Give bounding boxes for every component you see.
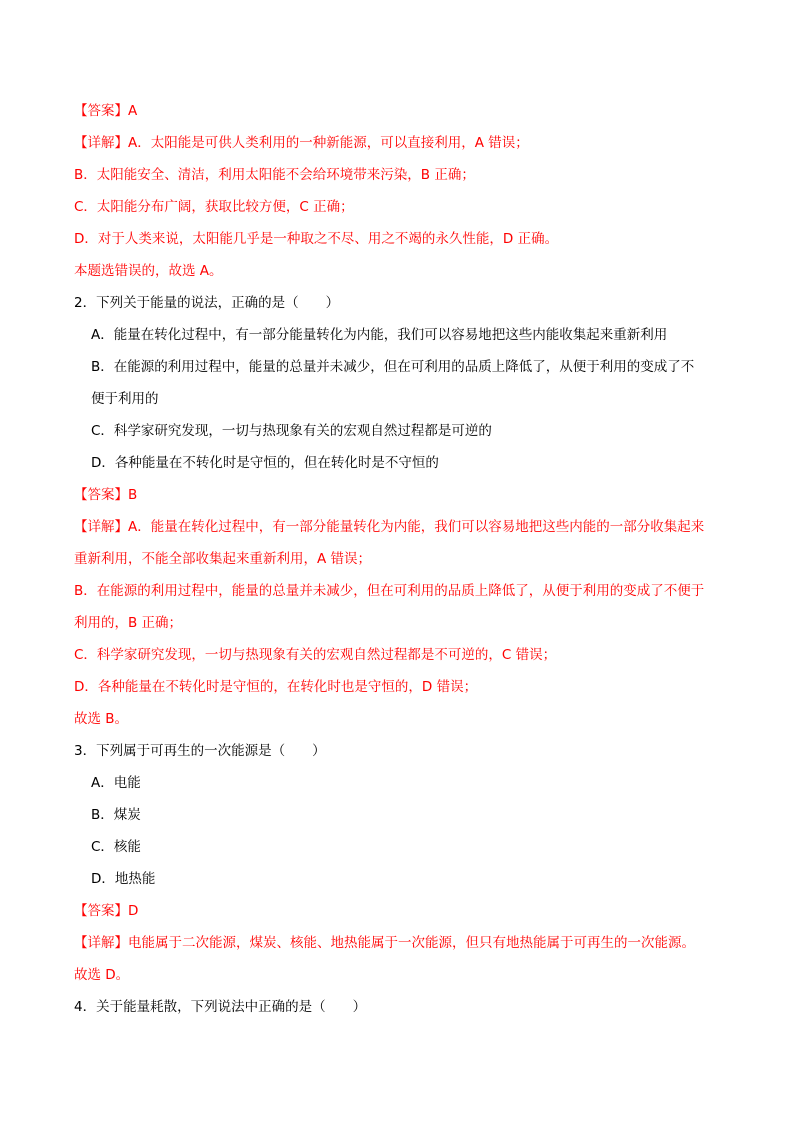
question-2: 2．下列关于能量的说法，正确的是（ ）: [74, 295, 340, 311]
conclusion-q1: 本题选错误的，故选 A。: [74, 263, 223, 279]
question-3: 3．下列属于可再生的一次能源是（ ）: [74, 743, 326, 759]
explanation-q1-b: B．太阳能安全、清洁，利用太阳能不会给环境带来污染，B 正确；: [74, 167, 475, 183]
q3-option-a: A．电能: [91, 775, 141, 791]
answer-q2: 【答案】B: [74, 487, 138, 503]
q2-option-d: D．各种能量在不转化时是守恒的，但在转化时是不守恒的: [91, 455, 439, 471]
q2-option-b: B．在能源的利用过程中，能量的总量并未减少，但在可利用的品质上降低了，从便于利用的变成了不: [91, 359, 695, 375]
answer-q1: 【答案】A: [74, 103, 138, 119]
conclusion-q2: 故选 B。: [74, 711, 129, 727]
explanation-q2-d: D．各种能量在不转化时是守恒的，在转化时也是守恒的，D 错误；: [74, 679, 478, 695]
q2-option-c: C．科学家研究发现，一切与热现象有关的宏观自然过程都是可逆的: [91, 423, 492, 439]
q3-option-b: B．煤炭: [91, 807, 141, 823]
conclusion-q3: 故选 D。: [74, 967, 130, 983]
explanation-q1-a: 【详解】A．太阳能是可供人类利用的一种新能源，可以直接利用，A 错误；: [74, 135, 529, 151]
explanation-q1-d: D．对于人类来说，太阳能几乎是一种取之不尽、用之不竭的永久性能，D 正确。: [74, 231, 559, 247]
explanation-q2-a-cont: 重新利用，不能全部收集起来重新利用，A 错误；: [74, 551, 372, 567]
explanation-q2-a: 【详解】A．能量在转化过程中，有一部分能量转化为内能，我们可以容易地把这些内能的一部分收集起来: [74, 519, 705, 535]
q2-option-a: A．能量在转化过程中，有一部分能量转化为内能，我们可以容易地把这些内能收集起来重新利用: [91, 327, 668, 343]
q3-option-d: D．地热能: [91, 871, 156, 887]
answer-q3: 【答案】D: [74, 903, 139, 919]
explanation-q2-c: C．科学家研究发现，一切与热现象有关的宏观自然过程都是不可逆的，C 错误；: [74, 647, 557, 663]
explanation-q2-b: B．在能源的利用过程中，能量的总量并未减少，但在可利用的品质上降低了，从便于利用的变成了不便于: [74, 583, 705, 599]
q3-option-c: C．核能: [91, 839, 141, 855]
question-4: 4．关于能量耗散，下列说法中正确的是（ ）: [74, 999, 367, 1015]
explanation-q2-b-cont: 利用的，B 正确；: [74, 615, 183, 631]
q2-option-b-cont: 便于利用的: [91, 391, 159, 407]
explanation-q1-c: C．太阳能分布广阔，获取比较方便，C 正确；: [74, 199, 354, 215]
explanation-q3: 【详解】电能属于二次能源，煤炭、核能、地热能属于一次能源，但只有地热能属于可再生的一次能源。: [74, 935, 695, 951]
